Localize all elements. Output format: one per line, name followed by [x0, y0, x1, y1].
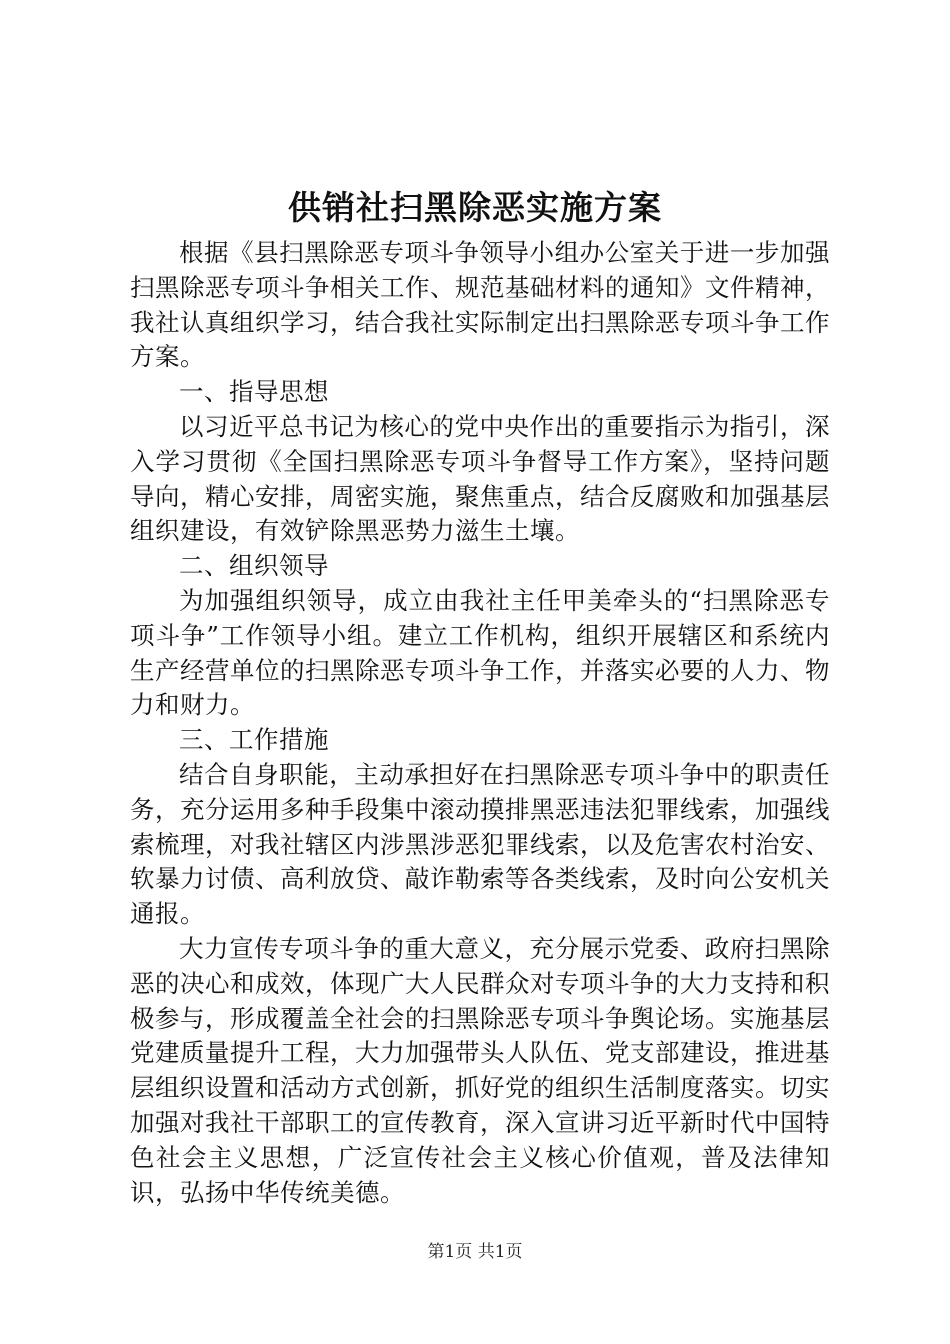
section-heading-organization: 二、组织领导: [179, 551, 329, 581]
measures-paragraph-1: 结合自身职能，主动承担好在扫黑除恶专项斗争中的职责任务，充分运用多种手段集中滚动摸排黑恶违法犯罪线索，加强线索梳理，对我社辖区内涉黑涉恶犯罪线索，以及危害农村治安、软暴力讨债、高利放贷、敲诈勒索等各类线索，及时向公安机关通报。: [130, 759, 830, 929]
section-heading-guiding-ideology: 一、指导思想: [179, 377, 329, 407]
intro-paragraph: 根据《县扫黑除恶专项斗争领导小组办公室关于进一步加强扫黑除恶专项斗争相关工作、规范基础材料的通知》文件精神，我社认真组织学习，结合我社实际制定出扫黑除恶专项斗争工作方案。: [130, 238, 830, 372]
guiding-ideology-paragraph: 以习近平总书记为核心的党中央作出的重要指示为指引，深入学习贯彻《全国扫黑除恶专项斗争督导工作方案》，坚持问题导向，精心安排，周密实施，聚焦重点，结合反腐败和加强基层组织建设，有效铲除黑恶势力滋生土壤。: [130, 411, 830, 546]
organization-paragraph: 为加强组织领导，成立由我社主任甲美牵头的“扫黑除恶专项斗争”工作领导小组。建立工作机构，组织开展辖区和系统内生产经营单位的扫黑除恶专项斗争工作，并落实必要的人力、物力和财力。: [130, 585, 830, 720]
page-footer: 第1页 共1页: [427, 1242, 523, 1262]
section-heading-measures: 三、工作措施: [179, 725, 329, 755]
document-body: [130, 236, 830, 1210]
document-title: 供销社扫黑除恶实施方案: [288, 188, 662, 227]
measures-paragraph-2: 大力宣传专项斗争的重大意义，充分展示党委、政府扫黑除恶的决心和成效，体现广大人民群众对专项斗争的大力支持和积极参与，形成覆盖全社会的扫黑除恶专项斗争舆论场。实施基层党建质量提升工程，大力加强带头人队伍、党支部建设，推进基层组织设置和活动方式创新，抓好党的组织生活制度落实。切实加强对我社干部职工的宣传教育，深入宣讲习近平新时代中国特色社会主义思想，广泛宣传社会主义核心价值观，普及法律知识，弘扬中华传统美德。: [130, 933, 830, 1207]
